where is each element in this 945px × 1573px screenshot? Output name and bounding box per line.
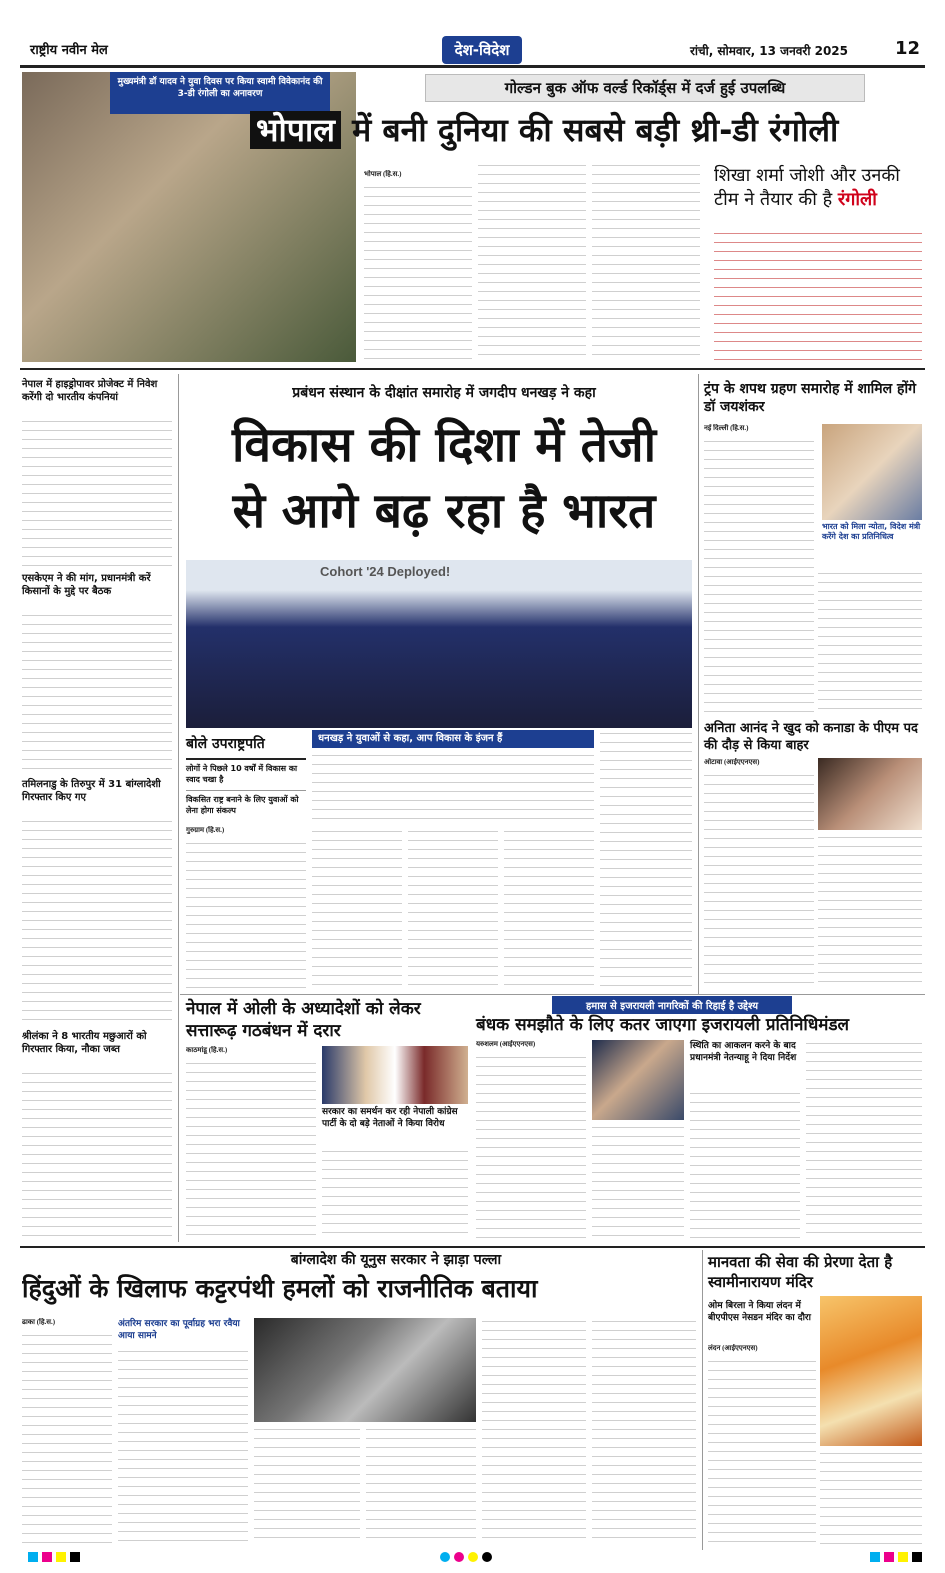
bangla-col-1	[22, 1332, 112, 1544]
bangla-box: अंतरिम सरकार का पूर्वाग्रह भरा रवैया आया सामने	[118, 1319, 240, 1341]
left-h3: तमिलनाडु के तिरुपुर में 31 बांग्लादेशी गिरफ्तार किए गए	[22, 779, 161, 803]
left-h4: श्रीलंका ने 8 भारतीय मछुआरों को गिरफ्तार किया, नौका जब्त	[22, 1031, 147, 1055]
bangla-col-4	[366, 1426, 476, 1544]
mid-headline-2: से आगे बढ़ रहा है भारत	[232, 483, 656, 539]
right-col-2	[818, 570, 922, 712]
paper-logo: राष्ट्रीय नवीन मेल	[30, 43, 108, 58]
bangla-col-2	[118, 1348, 248, 1544]
vp-point-1: लोगों ने पिछले 10 वर्षों में विकास का स्वाद चखा है	[186, 758, 306, 785]
mid-col-3	[408, 828, 498, 988]
right-h2: अनिता आनंद ने खुद को कनाडा के पीएम पद की दौड़ से किया बाहर	[704, 721, 918, 753]
vp-box-title: बोले उपराष्ट्रपति	[186, 736, 265, 752]
mid-col-1	[186, 840, 306, 988]
left-h1: नेपाल में हाइड्रोपावर प्रोजेक्ट में निवेश करेंगी दो भारतीय कंपनियां	[22, 379, 158, 403]
mid-italic-para	[312, 752, 594, 824]
nepal-col-1	[186, 1060, 316, 1240]
convocation-photo	[186, 560, 692, 728]
mid-col-4	[504, 828, 594, 988]
hamas-col-4	[806, 1040, 922, 1240]
mid-headline-1: विकास की दिशा में तेजी	[231, 417, 657, 473]
right-col-1	[704, 438, 814, 712]
left-body-2	[22, 612, 172, 772]
page-number: 12	[895, 38, 921, 59]
divider-swami	[702, 1250, 703, 1550]
headline-place: भोपाल	[250, 111, 341, 149]
netanyahu-photo	[592, 1040, 684, 1120]
swami-col-2	[820, 1450, 922, 1544]
bangla-kicker: बांग्लादेश की यूनुस सरकार ने झाड़ा पल्ला	[290, 1252, 502, 1268]
bangla-headline: हिंदुओं के खिलाफ कट्टरपंथी हमलों को राजनीतिक बताया	[22, 1274, 538, 1303]
section-label: देश-विदेश	[442, 36, 522, 64]
bangla-dateline: ढाका (हि.स.)	[22, 1318, 56, 1326]
hamas-col-3	[690, 1090, 800, 1240]
right-col-3	[704, 772, 814, 986]
bangla-col-6	[592, 1318, 696, 1544]
right-caption-1: भारत को मिला न्योता, विदेश मंत्री करेंगे देश का प्रतिनिधित्व	[822, 522, 921, 541]
divider-right	[698, 374, 699, 994]
bangla-photo	[254, 1318, 476, 1422]
print-registration-bar	[20, 1552, 925, 1564]
issue-date: रांची, सोमवार, 13 जनवरी 2025	[690, 44, 849, 58]
hamas-col-2	[592, 1124, 684, 1240]
mid-col-5	[600, 730, 692, 988]
side-head-line2	[714, 188, 922, 212]
hamas-dateline: यरुशलम (आईएएनएस)	[476, 1040, 536, 1048]
top-dateline: भोपाल (हि.स.)	[364, 170, 402, 178]
swami-headline: मानवता की सेवा की प्रेरणा देता है स्वामीनारायण मंदिर	[708, 1253, 893, 1291]
left-h2: एसकेएम ने की मांग, प्रधानमंत्री करें किसानों के मुद्दे पर बैठक	[22, 573, 151, 597]
nepal-photo	[322, 1046, 468, 1104]
left-body-1	[22, 418, 172, 566]
right-dateline-1: नई दिल्ली (हि.स.)	[704, 424, 749, 432]
swami-dateline: लंदन (आईएएनएस)	[708, 1344, 758, 1352]
jaishankar-photo	[822, 424, 922, 520]
bangla-col-5	[482, 1318, 586, 1544]
divider-bottom	[20, 1246, 925, 1248]
mid-sub-band: धनखड़ ने युवाओं से कहा, आप विकास के इंजन हैं	[312, 730, 594, 748]
divider-left	[178, 374, 179, 1242]
nepal-caption: सरकार का समर्थन कर रही नेपाली कांग्रेस पार्टी के दो बड़े नेताओं ने किया विरोध	[322, 1107, 458, 1129]
side-head-line1: शिखा शर्मा जोशी और उनकी	[714, 165, 900, 186]
mid-kicker: प्रबंधन संस्थान के दीक्षांत समारोह में जगदीप धनखड़ ने कहा	[292, 385, 596, 401]
swami-col-1	[708, 1358, 816, 1544]
temple-photo	[820, 1296, 922, 1446]
right-dateline-2: ओटावा (आईएएनएस)	[704, 758, 760, 766]
top-kicker: गोल्डन बुक ऑफ वर्ल्ड रिकॉर्ड्स में दर्ज हुई उपलब्धि	[425, 74, 865, 102]
side-head-text: टीम ने तैयार की है	[714, 189, 833, 210]
hamas-headline: बंधक समझौते के लिए कतर जाएगा इजरायली प्रतिनिधिमंडल	[476, 1015, 850, 1035]
nepal-col-2	[322, 1148, 468, 1240]
nepal-dateline: काठमांडू (हि.स.)	[186, 1046, 228, 1054]
vp-point-2: विकसित राष्ट्र बनाने के लिए युवाओं को लेना होगा संकल्प	[186, 790, 306, 816]
headline-rest: में बनी दुनिया की सबसे बड़ी थ्री-डी रंगोली	[340, 111, 839, 149]
divider-top	[20, 368, 925, 370]
swami-caption: ओम बिरला ने किया लंदन में बीएपीएस नेसडन मंदिर का दौरा	[708, 1301, 811, 1323]
mid-dateline: गुरुग्राम (हि.स.)	[186, 826, 225, 834]
photo-banner: Cohort '24 Deployed!	[320, 564, 451, 579]
hamas-kicker: हमास से इजरायली नागरिकों की रिहाई है उद्देश्य	[552, 996, 792, 1014]
top-col-3	[592, 162, 700, 360]
anita-anand-photo	[818, 758, 922, 830]
top-col-2	[478, 162, 586, 360]
side-headline	[714, 164, 922, 224]
side-head-red: रंगोली	[837, 189, 877, 210]
photo-caption: मुख्यमंत्री डॉ यादव ने युवा दिवस पर किया स्वामी विवेकानंद की 3-डी रंगोली का अनावरण	[110, 72, 330, 114]
left-body-3	[22, 818, 172, 1024]
divider-mid	[180, 994, 925, 995]
mid-headline	[184, 412, 704, 552]
nepal-headline: नेपाल में ओली के अध्यादेशों को लेकर सत्तारूढ़ गठबंधन में दरार	[186, 999, 421, 1041]
hamas-box: स्थिति का आकलन करने के बाद प्रधानमंत्री नेतन्याहू ने दिया निर्देश	[690, 1041, 797, 1063]
top-col-1	[364, 184, 472, 360]
hamas-col-1	[476, 1054, 586, 1240]
top-headline	[250, 108, 925, 158]
mid-col-2	[312, 828, 402, 988]
left-body-4	[22, 1070, 172, 1240]
side-body-text	[714, 230, 922, 362]
right-h1: ट्रंप के शपथ ग्रहण समारोह में शामिल होंगे डॉ जयशंकर	[704, 381, 916, 415]
bangla-col-3	[254, 1426, 360, 1544]
right-col-4	[818, 834, 922, 986]
